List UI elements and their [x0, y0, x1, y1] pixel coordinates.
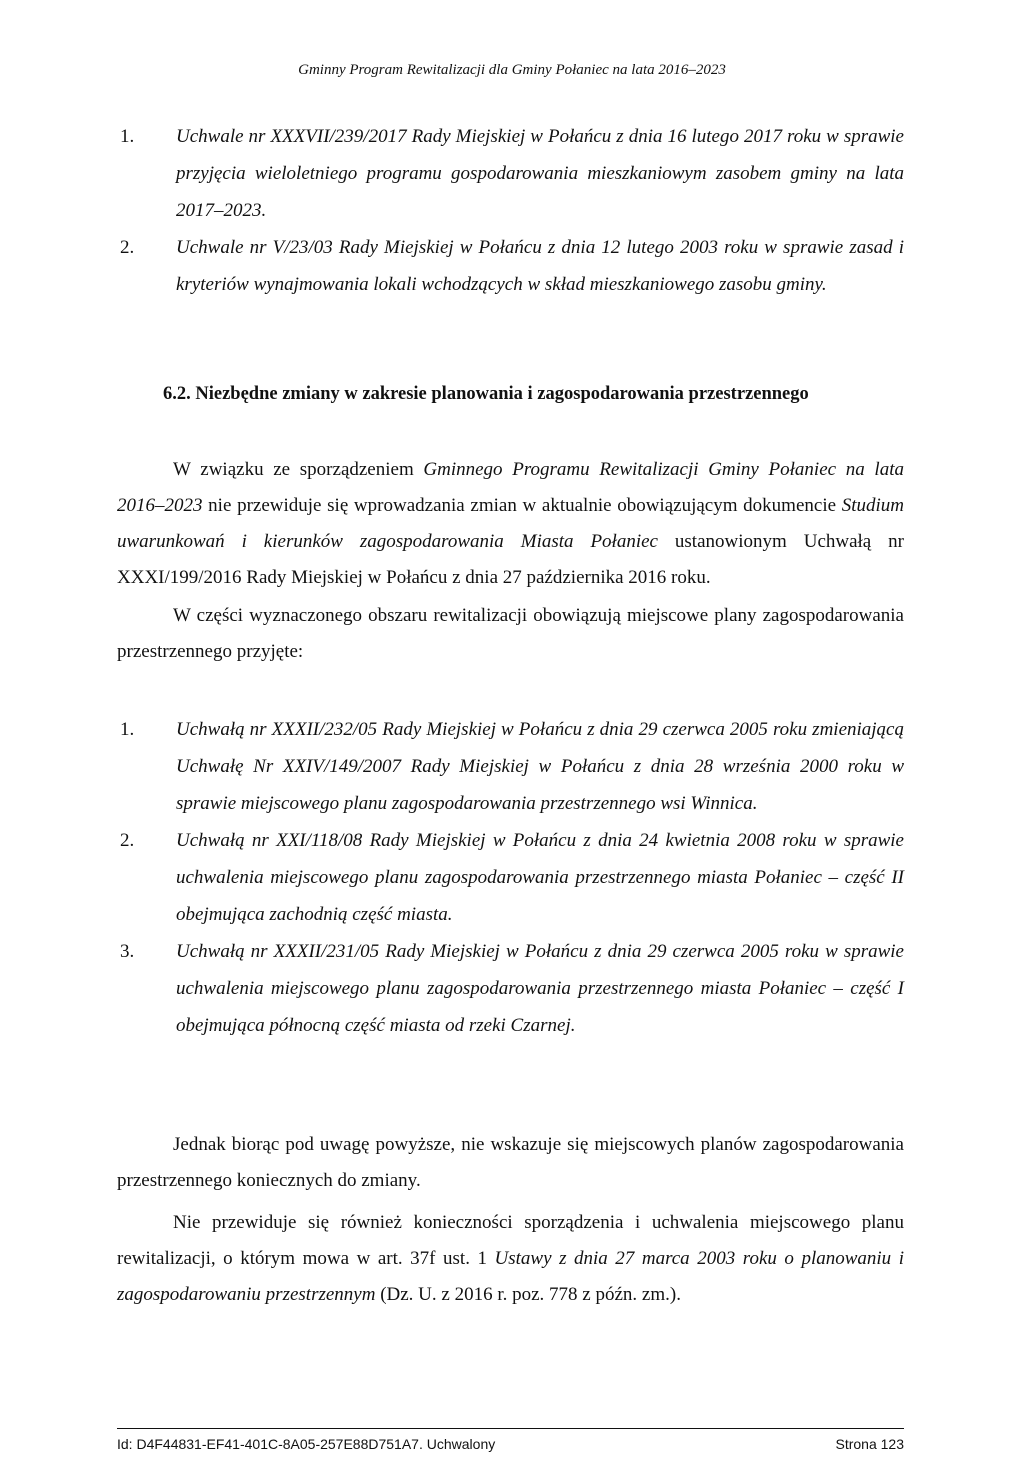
list-item-number: 1.	[120, 126, 135, 147]
paragraph-plans-intro: W części wyznaczonego obszaru rewitalizacji obowiązują miejscowe plany zagospodarowania przestrzennego przyjęte:	[117, 605, 904, 662]
resolution-list-housing	[120, 118, 904, 303]
section-heading: 6.2. Niezbędne zmiany w zakresie planowania i zagospodarowania przestrzennego	[163, 384, 809, 404]
list-item	[120, 822, 904, 933]
resolution-list-plans	[120, 711, 904, 1044]
list-item-text: Uchwałą nr XXXII/232/05 Rady Miejskiej w Połańcu z dnia 29 czerwca 2005 roku zmieniającą Uchwałę Nr XXIV/149/2007 Rady Miejskiej w Połańcu z dnia 28 września 2000 roku w sprawie miejscowego planu zagospodarowania przestrzennego wsi Winnica.	[176, 719, 904, 814]
paragraph-study	[117, 452, 904, 596]
paragraph-text: Nie przewiduje się również konieczności sporządzenia i uchwalenia miejscowego planu rewitalizacji, o którym mowa w art. 37f ust. 1	[117, 1212, 904, 1269]
body-text-lower	[117, 1127, 904, 1313]
list-item-number: 1.	[120, 719, 135, 740]
list-item-text: Uchwałą nr XXXII/231/05 Rady Miejskiej w Połańcu z dnia 29 czerwca 2005 roku w sprawie uchwalenia miejscowego planu zagospodarowania przestrzennego miasta Połaniec – część I obejmująca północną część miasta od rzeki Czarnej.	[176, 941, 904, 1036]
list-item-text: Uchwałą nr XXI/118/08 Rady Miejskiej w Połańcu z dnia 24 kwietnia 2008 roku w sprawie uchwalenia miejscowego planu zagospodarowania przestrzennego miasta Połaniec – część II obejmująca zachodnią część miasta.	[176, 830, 904, 925]
page-header: Gminny Program Rewitalizacji dla Gminy Połaniec na lata 2016–2023	[298, 62, 726, 78]
list-item	[120, 711, 904, 822]
list-item-text: Uchwale nr V/23/03 Rady Miejskiej w Połańcu z dnia 12 lutego 2003 roku w sprawie zasad i kryteriów wynajmowania lokali wchodzących w skład mieszkaniowego zasobu gminy.	[176, 237, 904, 295]
paragraph-revitalization-plan	[117, 1205, 904, 1313]
list-item-number: 3.	[120, 941, 135, 962]
program-title: Gminnego Programu Rewitalizacji Gminy Połaniec na lata 2016–2023	[117, 459, 904, 516]
paragraph-conclusion: Jednak biorąc pod uwagę powyższe, nie wskazuje się miejscowych planów zagospodarowania przestrzennego koniecznych do zmiany.	[117, 1134, 904, 1191]
paragraph-text: (Dz. U. z 2016 r. poz. 778 z późn. zm.).	[375, 1284, 681, 1305]
list-item	[120, 118, 904, 229]
study-title: Studium uwarunkowań i kierunków zagospodarowania Miasta Połaniec	[117, 495, 904, 552]
list-item-text: Uchwale nr XXXVII/239/2017 Rady Miejskiej w Połańcu z dnia 16 lutego 2017 roku w sprawie przyjęcia wieloletniego programu gospodarowania mieszkaniowym zasobem gminy na lata 2017–2023.	[176, 126, 904, 221]
paragraph-text: ustanowionym Uchwałą nr XXXI/199/2016 Rady Miejskiej w Połańcu z dnia 27 października 2016 roku.	[117, 531, 904, 588]
footer-divider	[117, 1428, 904, 1429]
list-item	[120, 933, 904, 1044]
page-number: Strona 123	[835, 1436, 904, 1452]
list-item-number: 2.	[120, 830, 135, 851]
act-title: Ustawy z dnia 27 marca 2003 roku o planowaniu i zagospodarowaniu przestrzennym	[117, 1248, 904, 1305]
paragraph-text: W związku ze sporządzeniem	[173, 459, 424, 480]
list-item-number: 2.	[120, 237, 135, 258]
list-item	[120, 229, 904, 303]
paragraph-text: nie przewiduje się wprowadzania zmian w aktualnie obowiązującym dokumencie	[202, 495, 842, 516]
document-id: Id: D4F44831-EF41-401C-8A05-257E88D751A7. Uchwalony	[117, 1436, 496, 1452]
body-text-upper	[117, 452, 904, 670]
